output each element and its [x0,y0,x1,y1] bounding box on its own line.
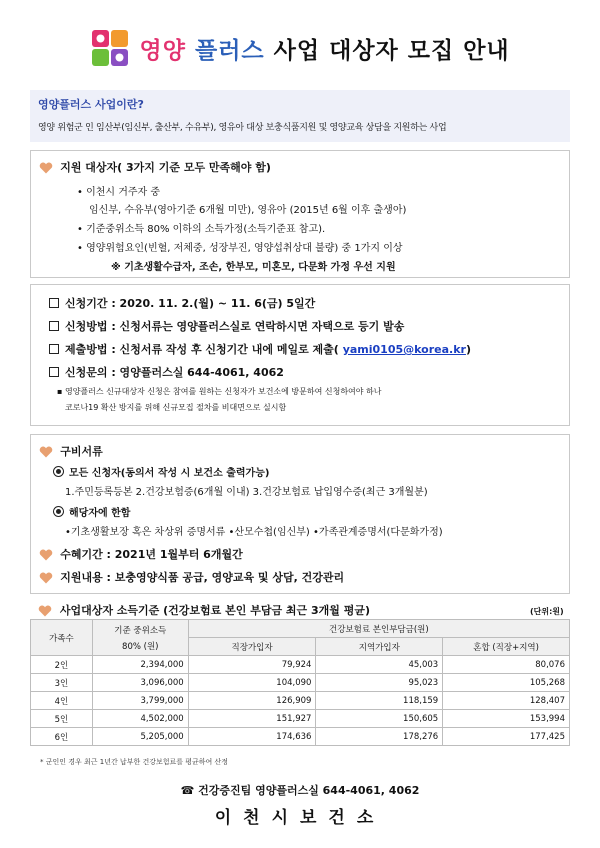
cell-regional: 118,159 [316,692,443,710]
cell-regional: 150,605 [316,710,443,728]
header-employee: 직장가입자 [188,638,316,656]
cell-mixed: 128,407 [443,692,570,710]
title-part-plus: 플러스 [194,37,265,64]
header-premium: 건강보험료 본인부담금(원) [188,620,569,638]
table-header-row [31,620,570,638]
benefit-period-row [39,546,243,562]
documents-all-label: 모든 신청자(동의서 작성 시 보건소 출력가능) [69,468,270,479]
heart-icon [39,572,53,584]
cell-mixed: 80,076 [443,656,570,674]
cell-mixed: 153,994 [443,710,570,728]
phone-icon: ☎ [180,784,195,797]
income-table-heading: 사업대상자 소득기준 (건강보험료 본인 부담금 최근 3개월 평균) [59,604,371,617]
benefit-content: 지원내용 : 보충영양식품 공급, 영양교육 및 상담, 건강관리 [60,571,345,584]
footer-organization: 이천시보건소 [214,808,386,828]
eligibility-line-4: • 영양위험요인(빈혈, 저체중, 성장부진, 영양섭취상대 불량) 중 1가지 이상 [77,243,403,254]
cell-regional: 178,276 [316,728,443,746]
table-row [31,710,570,728]
cell-median: 2,394,000 [92,656,188,674]
heart-icon [39,549,53,561]
application-submit-suffix: ) [465,343,471,356]
nutrition-plus-logo-icon [90,28,130,68]
eligibility-line-3: • 기준중위소득 80% 이하의 소득가정(소득기준표 참고). [77,224,326,235]
documents-heading-row [39,443,103,459]
documents-applicable-row [53,504,130,519]
application-period [49,295,315,311]
heart-icon [39,162,53,174]
cell-employee: 126,909 [188,692,316,710]
radio-icon [53,466,64,477]
intro-panel [30,90,570,142]
table-row [31,656,570,674]
footer-contact-text: 건강증진팀 영양플러스실 644-4061, 4062 [198,784,420,797]
documents-heading: 구비서류 [60,445,103,458]
eligibility-line-2: 임신부, 수유부(영아기준 6개월 미만), 영유아 (2015년 6월 이후 출생아) [89,205,407,216]
footer-contact [0,782,600,798]
documents-section [30,434,570,594]
intro-heading: 영양플러스 사업이란? [38,98,144,111]
cell-mixed: 177,425 [443,728,570,746]
eligibility-heading: 지원 대상자( 3가지 기준 모두 만족해야 함) [60,161,271,174]
header-median-line2: 80% (원) [122,641,159,652]
application-inquiry [49,364,284,380]
title-row [0,28,600,72]
eligibility-line-1: • 이천시 거주자 중 [77,187,161,198]
checkbox-icon [49,321,59,331]
cell-regional: 95,023 [316,674,443,692]
cell-regional: 45,003 [316,656,443,674]
intro-text: 영양 위험군 인 임산부(임신부, 출산부, 수유부), 영유아 대상 보충식품지원 및 영양교육 상담을 지원하는 사업 [38,123,447,133]
cell-employee: 174,636 [188,728,316,746]
cell-median: 3,096,000 [92,674,188,692]
cell-median: 3,799,000 [92,692,188,710]
income-table-heading-row [38,602,370,618]
header-regional: 지역가입자 [316,638,443,656]
application-section [30,284,570,426]
income-table-unit: (단위:원) [530,607,564,616]
application-period-text: 신청기간 : 2020. 11. 2.(월) ~ 11. 6(금) 5일간 [65,297,316,310]
eligibility-section [30,150,570,278]
title-part-nutrition: 영양 [139,37,186,64]
documents-all-row [53,464,269,479]
header-family: 가족수 [31,620,93,656]
checkbox-icon [49,367,59,377]
table-row [31,728,570,746]
checkbox-icon [49,298,59,308]
application-note-2: 코로나19 확산 방지를 위해 신규모집 절차를 비대면으로 실시함 [65,403,287,412]
cell-employee: 79,924 [188,656,316,674]
header-median [92,620,188,656]
cell-family: 3인 [31,674,93,692]
benefit-period: 수혜기간 : 2021년 1월부터 6개월간 [60,548,243,561]
eligibility-priority: ※ 기초생활수급자, 조손, 한부모, 미혼모, 다문화 가정 우선 지원 [111,262,396,273]
table-row [31,674,570,692]
cell-family: 4인 [31,692,93,710]
page-title [140,32,510,65]
radio-icon [53,506,64,517]
table-row [31,692,570,710]
cell-family: 5인 [31,710,93,728]
documents-applicable-label: 해당자에 한함 [69,508,131,519]
documents-applicable-items: •기초생활보장 혹은 차상위 증명서류 •산모수첩(임신부) •가족관계증명서(다문화가정) [65,527,443,538]
application-inquiry-text: 신청문의 : 영양플러스실 644-4061, 4062 [65,366,284,379]
eligibility-heading-row [39,159,271,175]
application-submit-prefix: 제출방법 : 신청서류 작성 후 신청기간 내에 메일로 제출( [65,343,339,356]
benefit-content-row [39,569,344,585]
cell-employee: 104,090 [188,674,316,692]
header-median-line1: 기준 중위소득 [114,625,167,636]
cell-mixed: 105,268 [443,674,570,692]
application-method [49,318,404,334]
application-method-text: 신청방법 : 신청서류는 영양플러스실로 연락하시면 자택으로 등기 발송 [65,320,405,333]
heart-icon [38,605,52,617]
checkbox-icon [49,344,59,354]
email-link[interactable]: yami0105@korea.kr [342,343,466,356]
income-table-note: * 군인인 경우 최근 1년간 납부한 건강보험료를 평균하여 산정 [40,758,229,766]
documents-all-items: 1.주민등록등본 2.건강보험증(6개월 이내) 3.건강보험료 납입영수증(최근 3개월분) [65,487,428,498]
cell-median: 4,502,000 [92,710,188,728]
header-mixed: 혼합 (직장+지역) [443,638,570,656]
heart-icon [39,446,53,458]
cell-family: 2인 [31,656,93,674]
application-submit [49,341,471,357]
income-table [30,619,570,746]
cell-family: 6인 [31,728,93,746]
application-note-1: ▪ 영양플러스 신규대상자 신청은 참여를 원하는 신청자가 보건소에 방문하여 신청하여야 하나 [57,387,382,396]
cell-employee: 151,927 [188,710,316,728]
title-part-rest: 사업 대상자 모집 안내 [273,37,510,64]
cell-median: 5,205,000 [92,728,188,746]
